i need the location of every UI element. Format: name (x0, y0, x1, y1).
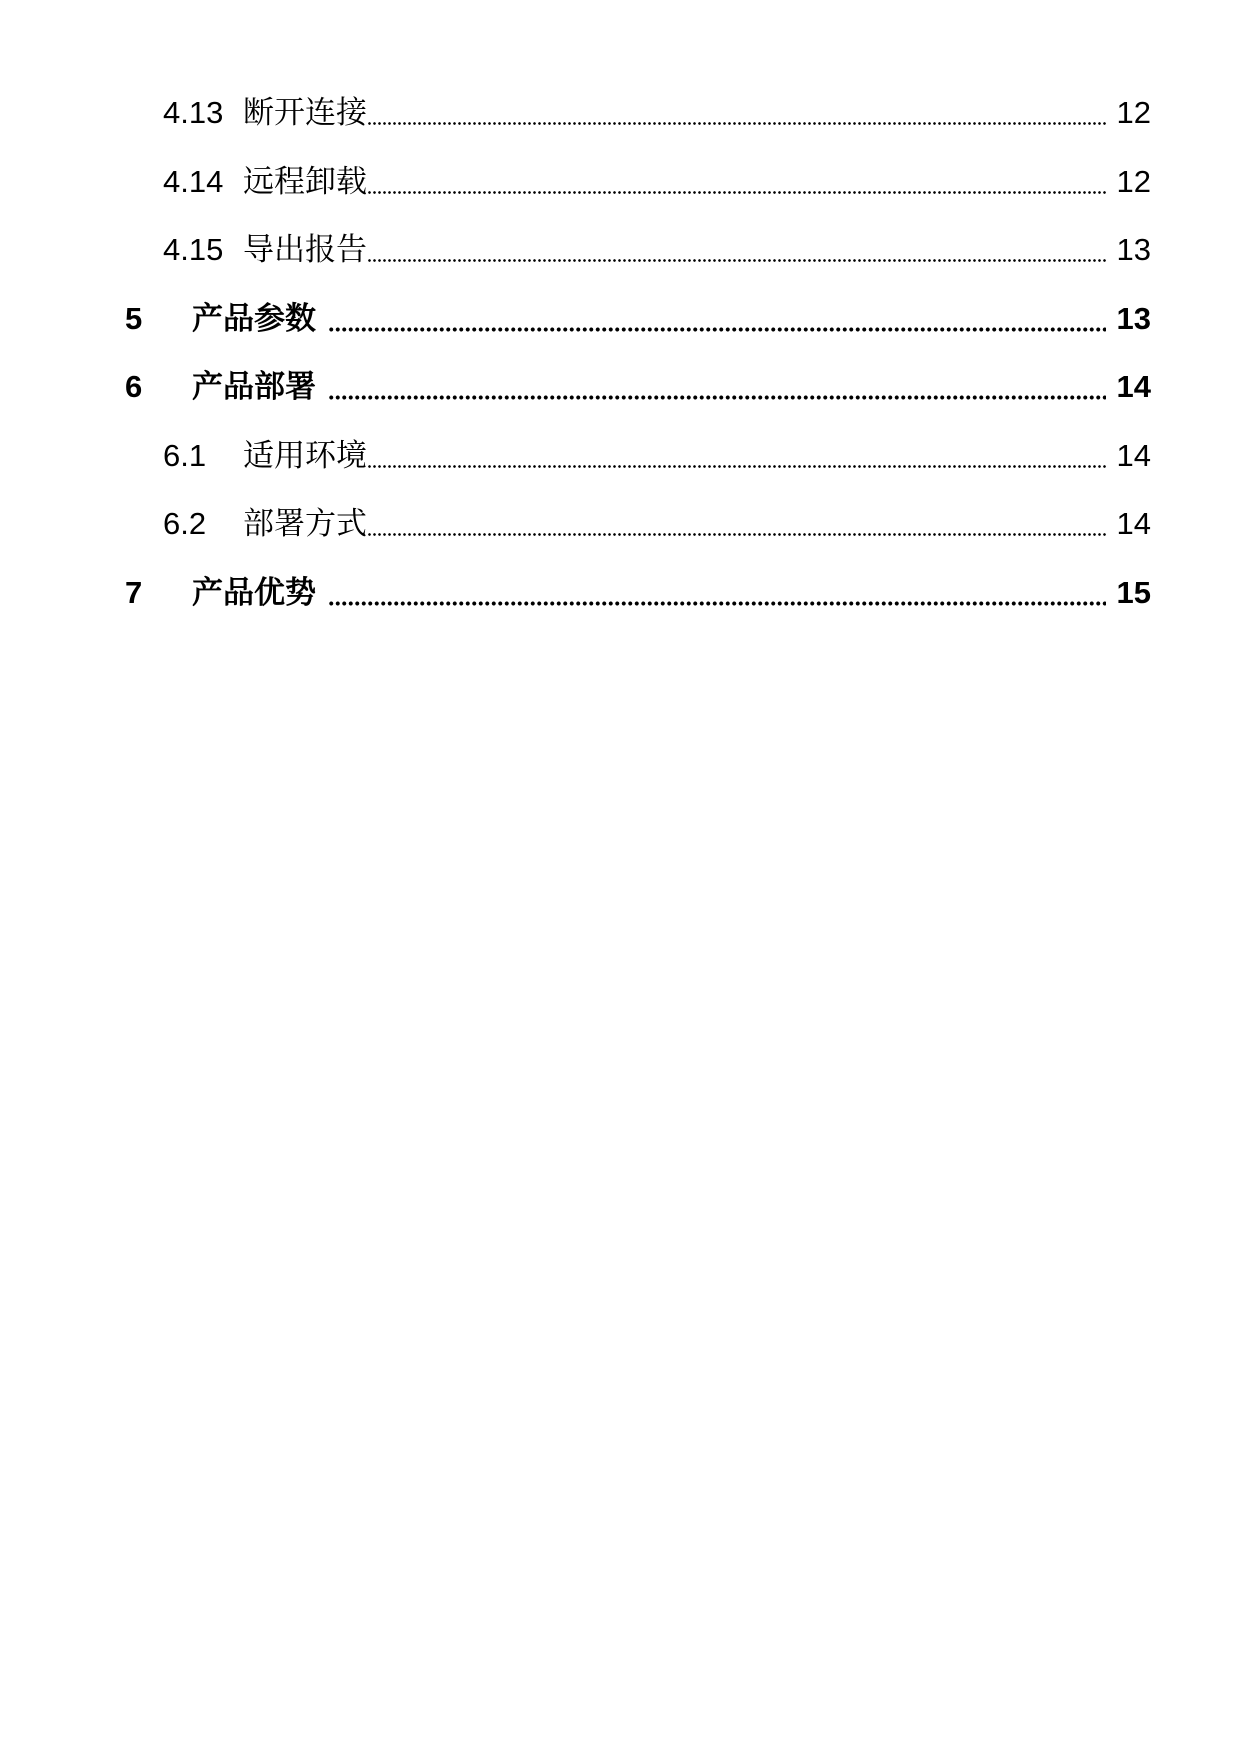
toc-entry-number: 4.13 (163, 95, 224, 130)
toc-entry-page: 12 (1116, 163, 1151, 199)
toc-entry-number: 5 (125, 300, 143, 336)
toc-entry-label: 产品优势 (192, 574, 316, 610)
toc-entry[interactable] (0, 353, 1240, 422)
toc-entry-page: 14 (1116, 506, 1151, 541)
dot-leader (367, 532, 1106, 537)
toc-entry-label: 远程卸载 (243, 163, 367, 199)
toc-entry[interactable] (0, 490, 1240, 559)
toc-entry[interactable] (0, 422, 1240, 491)
toc-entry-number: 6.1 (163, 437, 207, 473)
dot-leader (328, 600, 1106, 607)
toc-entry[interactable] (0, 216, 1240, 285)
toc-entry-page: 14 (1116, 437, 1151, 473)
toc-entry-number: 7 (125, 574, 143, 610)
toc-entry-number: 4.14 (163, 163, 224, 199)
toc-entry-label: 导出报告 (243, 232, 367, 267)
table-of-contents (0, 79, 1240, 627)
toc-entry-label: 产品参数 (192, 300, 316, 336)
dot-leader (367, 258, 1106, 263)
toc-entry-label: 断开连接 (243, 95, 367, 130)
dot-leader (328, 394, 1106, 401)
toc-entry[interactable] (0, 148, 1240, 217)
toc-entry-label: 产品部署 (192, 369, 316, 404)
toc-entry[interactable] (0, 559, 1240, 628)
dot-leader (367, 464, 1106, 469)
toc-entry[interactable] (0, 285, 1240, 354)
toc-entry-label: 部署方式 (243, 506, 367, 541)
toc-entry[interactable] (0, 79, 1240, 148)
toc-entry-page: 15 (1116, 574, 1151, 610)
toc-entry-page: 13 (1116, 300, 1151, 336)
dot-leader (367, 190, 1106, 195)
dot-leader (367, 121, 1106, 126)
dot-leader (328, 326, 1106, 333)
toc-entry-page: 13 (1116, 232, 1151, 267)
toc-entry-number: 6.2 (163, 506, 207, 541)
toc-entry-number: 6 (125, 369, 143, 404)
toc-entry-page: 12 (1116, 95, 1151, 130)
toc-entry-label: 适用环境 (243, 437, 367, 473)
toc-entry-page: 14 (1116, 369, 1151, 404)
toc-entry-number: 4.15 (163, 232, 224, 267)
